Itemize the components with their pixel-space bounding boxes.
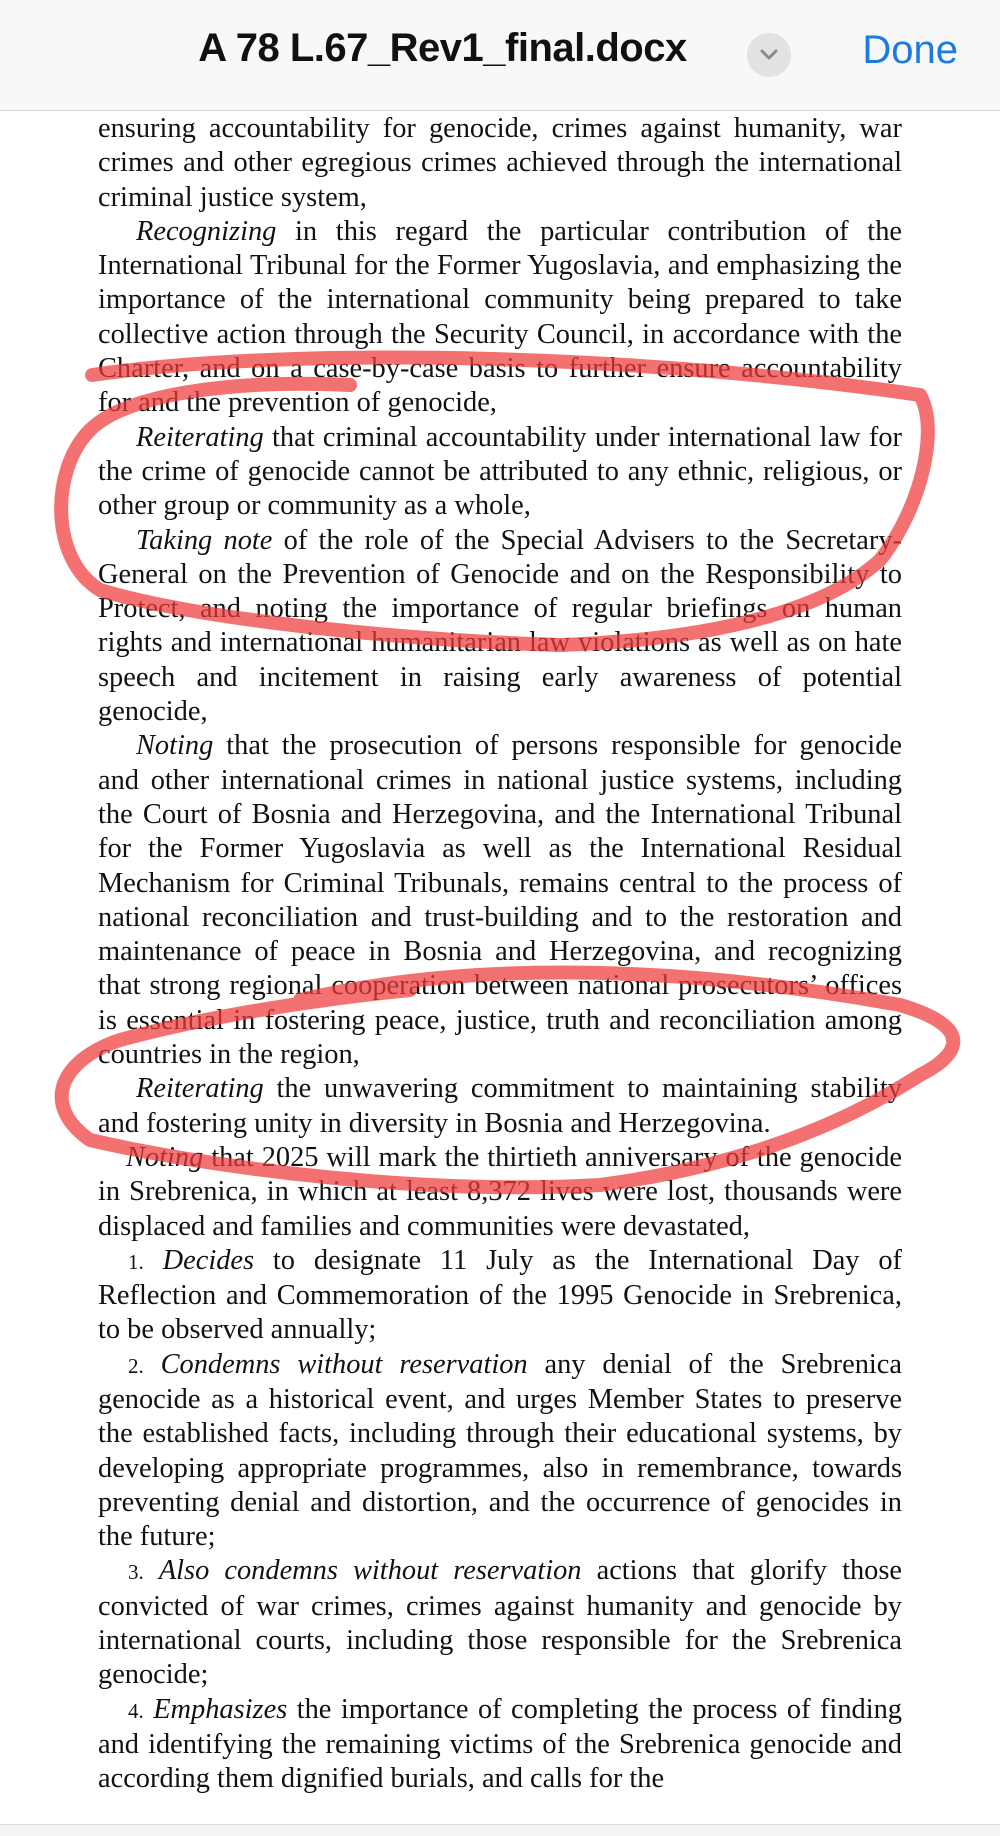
paragraph-lead: Also condemns without reservation (158, 1555, 582, 1587)
preamble-paragraph-reiterating-commitment (98, 1072, 902, 1141)
paragraph-lead: Condemns without reservation (160, 1348, 528, 1380)
done-button[interactable]: Done (862, 28, 958, 72)
preamble-paragraph-noting-prosecution (98, 729, 902, 1072)
paragraph-text: any denial of the Srebrenica genocide as a historical event, and urges Member States to preserve the established facts, including through their educational systems, by developing appropriate programmes, also in remembrance, towards preventing denial and distortion, and the occurrence of genocides in the future; (98, 1348, 902, 1553)
paragraph-text: in this regard the particular contribution of the International Tribunal for the Former Yugoslavia, and emphasizing the importance of the international community being prepared to take collective action through the Security Council, in accordance with the Charter, and on a case-by-case basis to further ensure accountability for and the prevention of genocide, (98, 215, 902, 419)
operative-paragraph-2 (98, 1348, 902, 1555)
bottom-edge (0, 1824, 1000, 1836)
paragraph-text: that 2025 will mark the thirtieth anniversary of the genocide in Srebrenica, in which at least 8,372 lives were lost, thousands were displaced and families and communities were devastated, (98, 1141, 902, 1242)
paragraph-text: that the prosecution of persons responsible for genocide and other international crimes in national justice systems, including the Court of Bosnia and Herzegovina, and the International Tribunal for the Former Yugoslavia as well as the International Residual Mechanism for Criminal Tribunals, remains central to the process of national reconciliation and trust-building and to the restoration and maintenance of peace in Bosnia and Herzegovina, and recognizing that strong regional cooperation between national prosecutors’ offices is essential in fostering peace, justice, truth and reconciliation among countries in the region, (98, 730, 902, 1071)
preamble-paragraph-taking-note (98, 524, 902, 730)
document-title: A 78 L.67_Rev1_final.docx (198, 26, 687, 70)
top-navigation-bar (0, 0, 1000, 111)
preamble-paragraph-noting-anniversary (98, 1141, 902, 1244)
paragraph-number: 1. (128, 1249, 144, 1274)
paragraph-text: that criminal accountability under international law for the crime of genocide cannot be attributed to any ethnic, religious, or other group or community as a whole, (98, 421, 902, 522)
chevron-down-icon (759, 46, 779, 64)
operative-paragraph-4 (98, 1693, 902, 1797)
paragraph-text: the unwavering commitment to maintaining stability and fostering unity in diversity in Bosnia and Herzegovina. (98, 1073, 902, 1139)
paragraph-number: 4. (128, 1698, 144, 1723)
preamble-paragraph-reiterating-accountability (98, 421, 902, 524)
paragraph-lead: Decides (162, 1244, 255, 1276)
paragraph-text: actions that glorify those convicted of war crimes, crimes against humanity and genocide by international courts, including those responsible for the Srebrenica genocide; (98, 1555, 902, 1691)
paragraph-lead: Recognizing (136, 215, 277, 247)
operative-paragraph-1 (98, 1244, 902, 1348)
title-menu-button[interactable] (747, 33, 791, 77)
paragraph-lead: Emphasizes (153, 1693, 288, 1725)
paragraph-text: to designate 11 July as the International Day of Reflection and Commemoration of the 1995 Genocide in Srebrenica, to be observed annually; (98, 1244, 902, 1346)
paragraph-lead: Noting (136, 730, 214, 762)
operative-paragraph-3 (98, 1554, 902, 1692)
paragraph-continuation: ensuring accountability for genocide, crimes against humanity, war crimes and other egregious crimes achieved through the international criminal justice system, (98, 113, 902, 213)
paragraph-number: 2. (128, 1353, 144, 1378)
paragraph-lead: Reiterating (136, 1073, 264, 1105)
paragraph-number: 3. (128, 1560, 144, 1585)
document-body (98, 110, 902, 1797)
paragraph-lead: Reiterating (136, 421, 264, 453)
paragraph-text: the importance of completing the process of finding and identifying the remaining victims of the Srebrenica genocide and according them dignified burials, and calls for the (98, 1693, 902, 1795)
paragraph-text: of the role of the Special Advisers to the Secretary-General on the Prevention of Genocide and on the Responsibility to Protect, and noting the importance of regular briefings on human rights and international humanitarian law violations as well as on hate speech and incitement in raising early awareness of potential genocide, (98, 524, 902, 728)
paragraph-lead: Taking note (136, 524, 273, 556)
paragraph-lead: Noting (126, 1141, 204, 1173)
preamble-paragraph-recognizing (98, 215, 902, 421)
